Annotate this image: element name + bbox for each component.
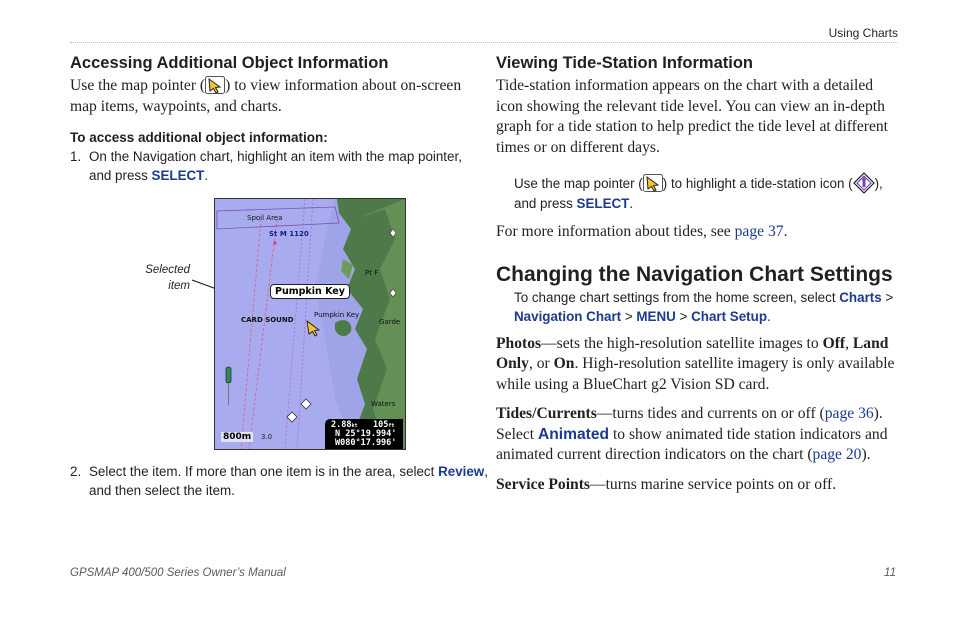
map-label-pt: Pt F xyxy=(365,269,379,277)
more-info-end: . xyxy=(783,223,788,240)
tides-text-b: ). Select xyxy=(496,405,883,443)
settings-intro-text: To change chart settings from the home screen, select xyxy=(514,289,840,305)
photos-comma: , xyxy=(845,334,853,352)
footer-page-number: 11 xyxy=(884,567,896,579)
photos-text-a: —sets the high-resolution satellite images to xyxy=(541,334,823,352)
nav-separator: > xyxy=(675,308,692,324)
nav-chart-setup: Chart Setup xyxy=(691,308,767,324)
nav-navigation-chart: Navigation Chart xyxy=(514,308,622,324)
tide-more-info xyxy=(496,222,900,243)
chart-graphics xyxy=(215,199,405,449)
step-end: . xyxy=(204,168,209,183)
map-label-card-sound: CARD SOUND xyxy=(241,316,294,324)
nav-charts: Charts xyxy=(839,289,882,305)
footer-manual-title: GPSMAP 400/500 Series Owner’s Manual xyxy=(70,567,286,579)
tide-step-end: . xyxy=(629,196,634,211)
map-depth-label: 3.0 xyxy=(261,433,273,441)
settings-intro xyxy=(496,288,900,326)
step-end: , and then select the item. xyxy=(89,464,488,498)
photos-setting xyxy=(496,334,900,396)
latitude-readout: N 25°19.994' xyxy=(335,429,397,439)
map-pointer-icon xyxy=(643,174,663,192)
map-scale-label: 800m xyxy=(223,432,252,442)
object-info-intro xyxy=(70,76,470,117)
nav-end: . xyxy=(767,308,771,324)
section-heading-chart-settings: Changing the Navigation Chart Settings xyxy=(496,262,893,286)
tide-step-text-b: ) to highlight a tide-station icon ( xyxy=(662,176,853,191)
speed-unit: kt xyxy=(351,423,358,429)
service-points-text: —turns marine service points on or off. xyxy=(589,475,837,493)
callout-line-2: item xyxy=(168,280,190,292)
navigation-chart-figure xyxy=(144,198,404,450)
page-36-link[interactable]: page 36 xyxy=(824,405,874,422)
section-heading-tide: Viewing Tide-Station Information xyxy=(496,54,753,72)
procedure-title: To access additional object information: xyxy=(70,130,328,145)
select-key: SELECT xyxy=(151,168,205,183)
step-1 xyxy=(70,147,470,185)
step-text: On the Navigation chart, highlight an item with the map pointer, and press xyxy=(89,149,462,183)
page-20-link[interactable]: page 20 xyxy=(812,446,862,463)
callout-line-1: Selected xyxy=(145,264,190,276)
tides-text-a: —turns tides and currents on or off ( xyxy=(596,405,825,422)
chart-screen xyxy=(214,198,406,450)
photos-on: On xyxy=(553,355,575,372)
map-label-garden: Garde xyxy=(379,318,401,326)
map-label-spoil-area: Spoil Area xyxy=(247,214,283,222)
photos-text-b: . High-resolution satellite imagery is only available while using a BlueChart g2 Vision SD card. xyxy=(496,355,895,393)
tide-step xyxy=(496,172,900,213)
map-popup-pumpkin-key: Pumpkin Key xyxy=(270,284,350,299)
photos-off: Off xyxy=(822,334,846,352)
intro-text-a: Use the map pointer ( xyxy=(70,77,206,94)
review-key: Review xyxy=(438,464,485,479)
longitude-readout: W080°17.996' xyxy=(335,438,397,448)
map-pointer-icon xyxy=(205,76,225,94)
speed-value: 2.88 xyxy=(331,420,352,430)
photos-land-only: Land Only xyxy=(496,334,889,372)
service-points-term: Service Points xyxy=(496,475,590,493)
select-key: SELECT xyxy=(576,196,630,211)
tide-station-icon xyxy=(853,172,875,194)
running-head-label: Using Charts xyxy=(828,26,898,40)
right-column xyxy=(496,52,900,495)
tides-term: Tides/Currents xyxy=(496,405,597,422)
tide-step-text-c: ), and press xyxy=(514,176,883,211)
position-data-box xyxy=(325,419,403,449)
photos-term: Photos xyxy=(496,334,542,352)
tides-text-c: to show animated tide station indicators and animated current direction indicators on the chart ( xyxy=(496,425,888,463)
page-37-link[interactable]: page 37 xyxy=(734,223,784,240)
more-info-text: For more information about tides, see xyxy=(496,223,735,240)
animated-option: Animated xyxy=(538,425,610,443)
section-heading-object-info: Accessing Additional Object Information xyxy=(70,54,389,72)
map-label-stm: St M 1120 xyxy=(269,230,309,238)
map-label-waters: Waters xyxy=(371,400,396,408)
heading-unit: ft xyxy=(388,423,395,429)
map-label-pumpkin-key-small: Pumpkin Key xyxy=(314,311,360,319)
running-head xyxy=(70,26,898,43)
nav-separator: > xyxy=(881,289,894,305)
intro-text-b: ) to view information about on-screen map items, waypoints, and charts. xyxy=(70,77,462,115)
photos-or: , or xyxy=(528,355,554,372)
nav-menu: MENU xyxy=(636,308,676,324)
step-number: 2. xyxy=(70,464,82,479)
tides-text-d: ). xyxy=(861,446,871,463)
tides-currents-setting xyxy=(496,404,900,466)
service-points-setting xyxy=(496,475,900,496)
nav-separator: > xyxy=(621,308,637,324)
step-2 xyxy=(70,462,489,500)
step-number: 1. xyxy=(70,149,82,164)
tide-body: Tide-station information appears on the chart with a detailed icon showing the relevant tide level. You can view an in-depth graph for a tide station to help predict the tide level at different times or on different days. xyxy=(496,77,889,156)
tide-step-text-a: Use the map pointer ( xyxy=(514,176,643,191)
heading-value: 105 xyxy=(373,420,389,430)
step-text: Select the item. If more than one item is in the area, select xyxy=(89,464,439,479)
